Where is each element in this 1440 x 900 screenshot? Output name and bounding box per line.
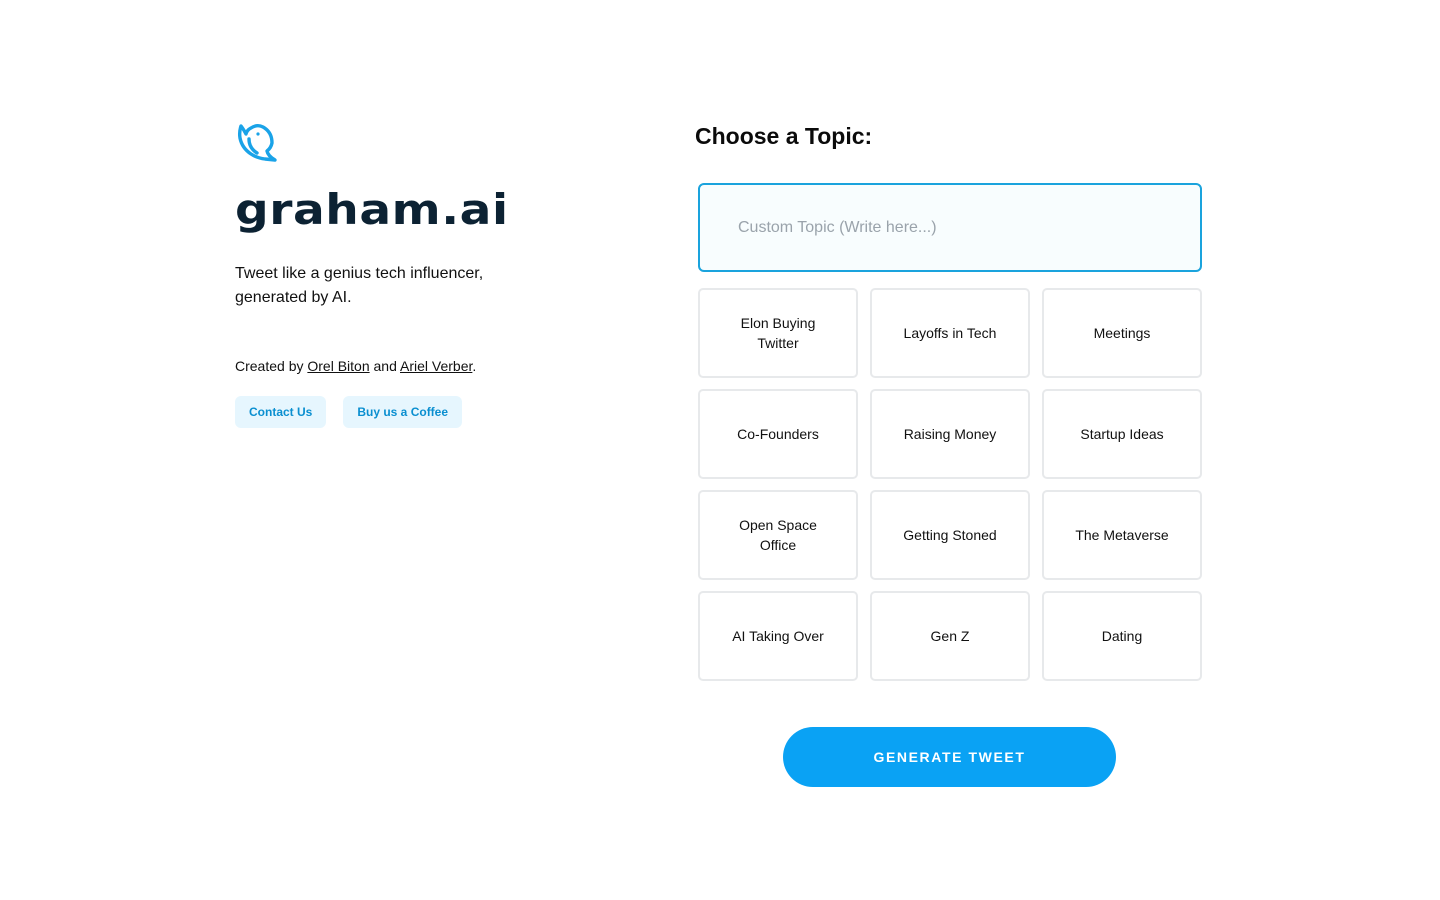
topic-option[interactable]: Getting Stoned xyxy=(870,490,1030,580)
author-link-ariel[interactable]: Ariel Verber xyxy=(400,358,473,374)
credits xyxy=(235,356,555,376)
buy-coffee-button[interactable]: Buy us a Coffee xyxy=(343,396,462,428)
topic-heading: Choose a Topic: xyxy=(695,123,873,149)
tagline: Tweet like a genius tech influencer, generated by AI. xyxy=(235,265,484,306)
generate-tweet-button[interactable]: GENERATE TWEET xyxy=(783,727,1116,787)
topic-option[interactable]: Meetings xyxy=(1042,288,1202,378)
credits-prefix: Created by xyxy=(235,358,304,374)
topic-option[interactable]: Open Space Office xyxy=(698,490,858,580)
brand-name: graham.ai xyxy=(235,185,509,234)
topic-option[interactable]: Startup Ideas xyxy=(1042,389,1202,479)
custom-topic-input[interactable] xyxy=(738,219,1200,237)
topic-option[interactable]: Elon Buying Twitter xyxy=(698,288,858,378)
topic-option[interactable]: Co-Founders xyxy=(698,389,858,479)
topic-grid xyxy=(698,288,1205,681)
custom-topic-box[interactable] xyxy=(698,183,1202,272)
credits-conjunction: and xyxy=(373,358,397,374)
bird-icon xyxy=(235,118,279,164)
link-buttons xyxy=(235,396,555,428)
topic-option[interactable]: Gen Z xyxy=(870,591,1030,681)
credits-suffix: . xyxy=(472,358,477,374)
author-link-orel[interactable]: Orel Biton xyxy=(307,358,370,374)
intro-panel xyxy=(235,118,555,428)
topic-option[interactable]: The Metaverse xyxy=(1042,490,1202,580)
topic-panel xyxy=(695,120,1205,681)
topic-option[interactable]: AI Taking Over xyxy=(698,591,858,681)
topic-option[interactable]: Raising Money xyxy=(870,389,1030,479)
topic-option[interactable]: Dating xyxy=(1042,591,1202,681)
topic-option[interactable]: Layoffs in Tech xyxy=(870,288,1030,378)
contact-us-button[interactable]: Contact Us xyxy=(235,396,326,428)
